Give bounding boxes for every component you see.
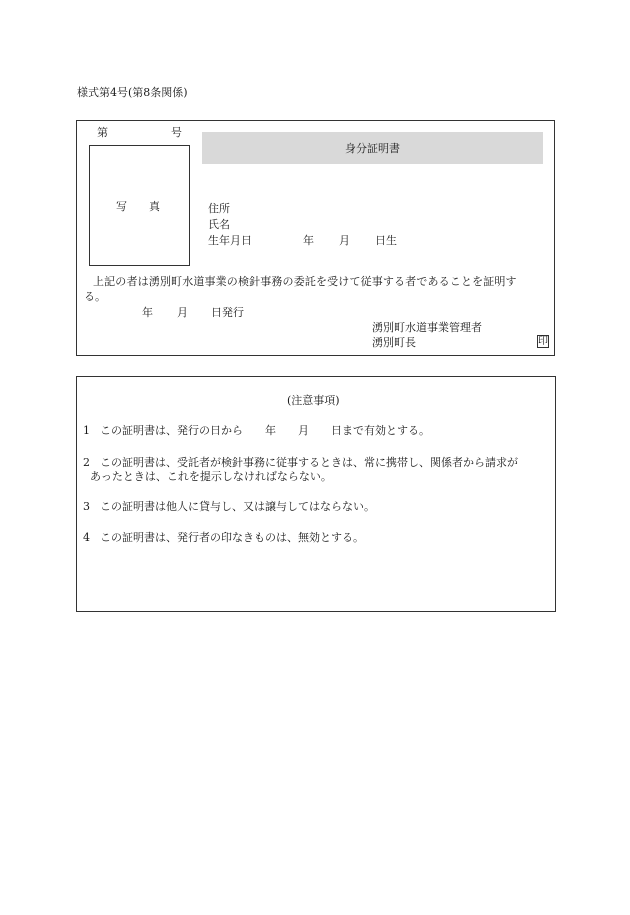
issue-month-label: 月 xyxy=(177,306,188,319)
photo-label: 写 真 xyxy=(116,200,160,213)
notes-box xyxy=(76,376,556,612)
number-prefix: 第 xyxy=(97,126,108,139)
birth-day-label: 日生 xyxy=(375,234,397,247)
number-suffix: 号 xyxy=(171,126,182,139)
issue-day-label: 日発行 xyxy=(211,306,244,319)
notes-heading: (注意事項) xyxy=(287,394,340,407)
name-label: 氏名 xyxy=(208,218,230,231)
issuer-line-1: 湧別町水道事業管理者 xyxy=(372,321,482,334)
statement-line-2: る。 xyxy=(84,290,106,303)
birthdate-label: 生年月日 xyxy=(208,234,252,247)
title-bar xyxy=(202,132,543,164)
note-text-3: この証明書は他人に貸与し、又は譲与してはならない。 xyxy=(100,500,375,513)
seal-mark: 印 xyxy=(538,336,548,347)
issue-year-label: 年 xyxy=(142,306,153,319)
note-text-1: この証明書は、発行の日から 年 月 日まで有効とする。 xyxy=(100,424,430,437)
statement-line-1: 上記の者は湧別町水道事業の検針事務の委託を受けて従事する者であることを証明す xyxy=(93,275,517,288)
issuer-line-2: 湧別町長 xyxy=(372,336,416,349)
birth-month-label: 月 xyxy=(339,234,350,247)
note-number-3: 3 xyxy=(83,500,90,513)
note-text-2: この証明書は、受託者が検針事務に従事するときは、常に携帯し、関係者から請求が xyxy=(100,456,518,469)
address-label: 住所 xyxy=(208,202,230,215)
note-number-4: 4 xyxy=(83,531,90,544)
note-number-1: 1 xyxy=(83,424,90,437)
form-number-label: 様式第4号(第8条関係) xyxy=(77,86,188,99)
certificate-title: 身分証明書 xyxy=(345,142,400,155)
note-text-4: この証明書は、発行者の印なきものは、無効とする。 xyxy=(100,531,364,544)
note-text-2-continued: あったときは、これを提示しなければならない。 xyxy=(90,470,332,483)
birth-year-label: 年 xyxy=(303,234,314,247)
note-number-2: 2 xyxy=(83,456,90,469)
